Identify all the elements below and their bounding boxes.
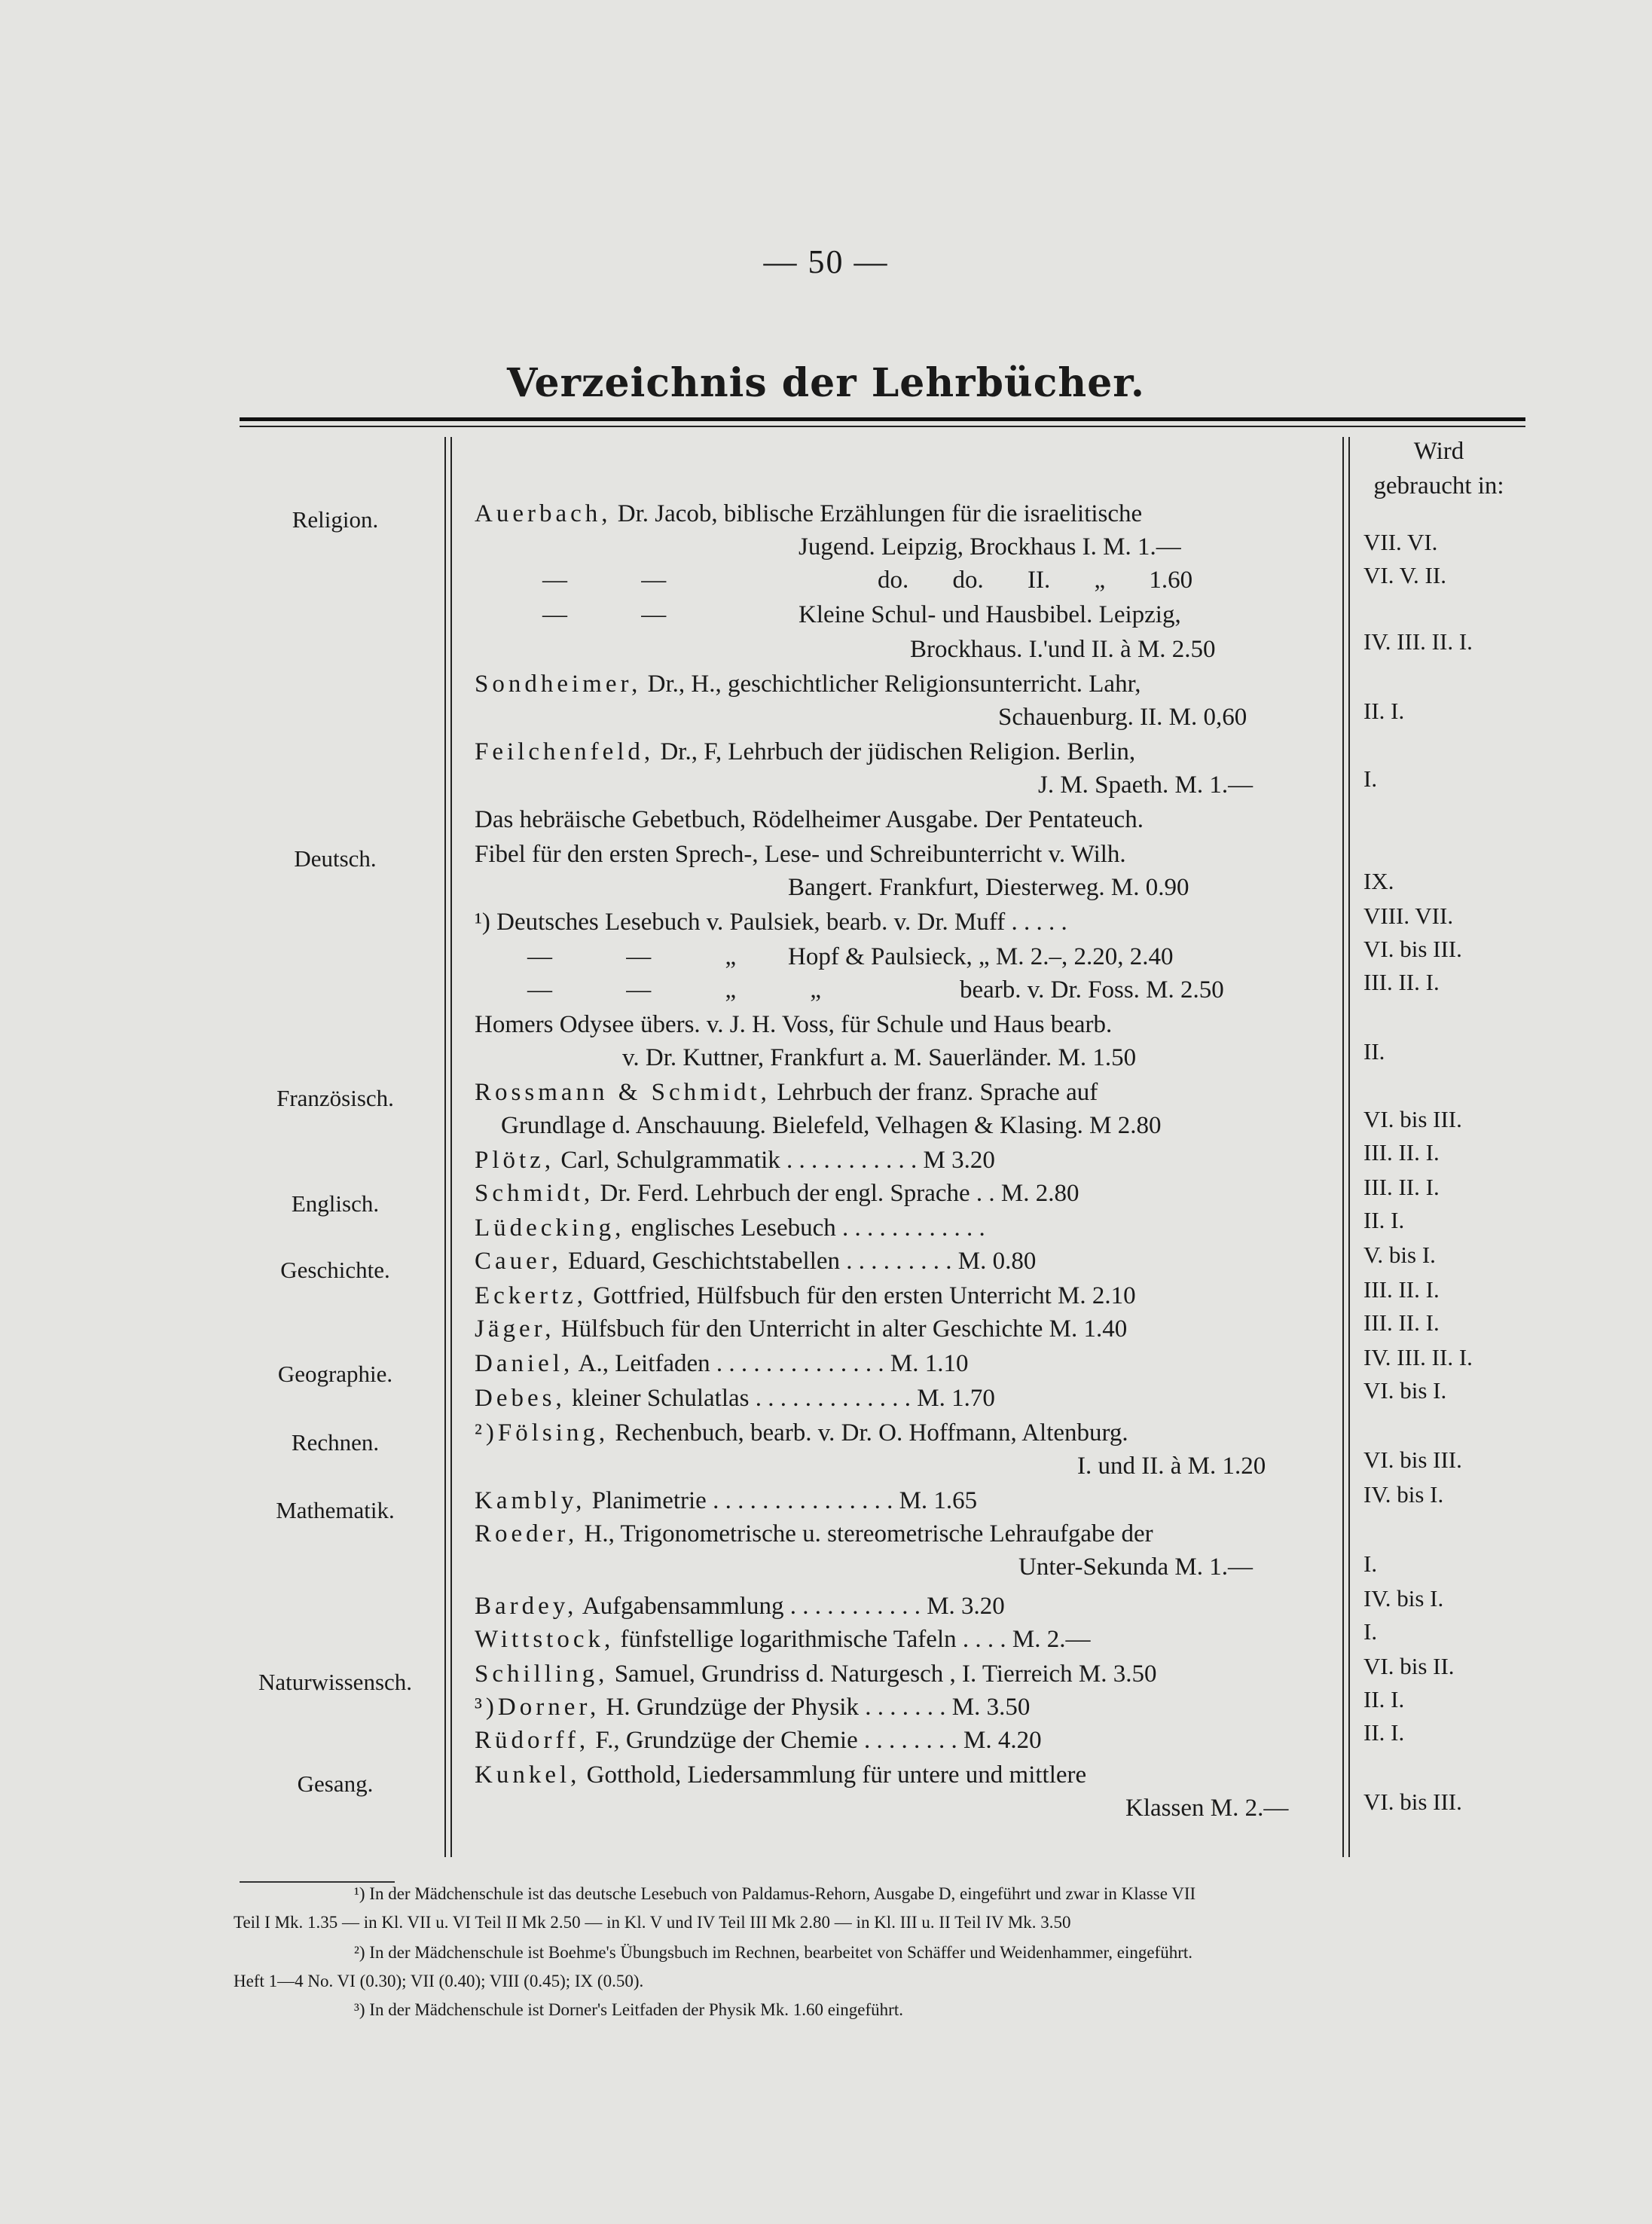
book-line-14: Hopf & Paulsieck, „ M. 2.–, 2.20, 2.40	[788, 943, 1174, 970]
column-divider-right-2	[1348, 437, 1350, 1857]
subject-naturwissensch: Naturwissensch.	[258, 1669, 413, 1695]
author: Cauer,	[475, 1248, 562, 1275]
book-line-25	[475, 1312, 1127, 1346]
class-cell: IX.	[1363, 868, 1394, 894]
book-line-38	[475, 1758, 1086, 1792]
class-cell: VI. bis I.	[1363, 1377, 1447, 1404]
book-line-17: v. Dr. Kuttner, Frankfurt a. M. Sauerländer. M. 1.50	[622, 1044, 1137, 1071]
author: Daniel,	[475, 1350, 574, 1377]
footnote-2: ²) In der Mädchenschule ist Boehme's Übungsbuch im Rechnen, bearbeitet von Schäffer und Weidenhammer, eingeführt.	[354, 1943, 1193, 1962]
column-header-line1: Wird	[1413, 438, 1464, 465]
book-line-27	[475, 1382, 995, 1415]
book-line-4: Kleine Schul- und Hausbibel. Leipzig,	[799, 601, 1181, 628]
book-line-33	[475, 1590, 1005, 1623]
footnote-3: ³) In der Mädchenschule ist Dorner's Leitfaden der Physik Mk. 1.60 eingeführt.	[354, 2000, 903, 2019]
author: Plötz,	[475, 1147, 555, 1174]
book-text: Dr., F, Lehrbuch der jüdischen Religion. Berlin,	[660, 738, 1136, 765]
class-cell: VI. bis III.	[1363, 1789, 1462, 1815]
book-line-31	[475, 1517, 1153, 1550]
author: Rossmann & Schmidt,	[475, 1079, 771, 1106]
book-line-15-dashes: — — „ „	[527, 976, 822, 1004]
book-text: Lehrbuch der franz. Sprache auf	[777, 1079, 1098, 1106]
book-line-39: Klassen M. 2.—	[1125, 1795, 1289, 1822]
class-cell: III. II. I.	[1363, 1139, 1440, 1165]
book-text: fünfstellige logarithmische Tafeln . . . . M. 2.—	[620, 1626, 1091, 1653]
author: Debes,	[475, 1385, 566, 1412]
book-line-6	[475, 668, 1141, 701]
book-line-19: Grundlage d. Anschauung. Bielefeld, Velhagen & Klasing. M 2.80	[501, 1112, 1162, 1139]
book-line-11: Fibel für den ersten Sprech-, Lese- und Schreibunterricht v. Wilh.	[475, 841, 1126, 868]
book-line-18	[475, 1076, 1098, 1109]
book-text: H., Trigonometrische u. stereometrische Lehraufgabe der	[584, 1520, 1153, 1547]
class-cell: II. I.	[1363, 1207, 1405, 1233]
author: Auerbach,	[475, 500, 612, 527]
book-text: F., Grundzüge der Chemie . . . . . . . . M. 4.20	[595, 1727, 1042, 1754]
class-cell: IV. III. II. I.	[1363, 628, 1473, 655]
book-text: Eduard, Geschichtstabellen . . . . . . . . . M. 0.80	[567, 1248, 1037, 1275]
class-cell: VI. bis II.	[1363, 1653, 1455, 1679]
author: ²)Fölsing,	[475, 1419, 609, 1447]
author: Jäger,	[475, 1315, 555, 1343]
book-text: H. Grundzüge der Physik . . . . . . . M. 3.50	[606, 1694, 1031, 1721]
class-cell: II.	[1363, 1038, 1385, 1065]
book-text: Gottfried, Hülfsbuch für den ersten Unterricht M. 2.10	[593, 1282, 1136, 1309]
subject-geographie: Geographie.	[277, 1361, 393, 1387]
book-line-14-dashes: — — „	[527, 943, 737, 970]
book-line-36	[475, 1691, 1030, 1724]
class-cell: I.	[1363, 1550, 1378, 1577]
book-text: kleiner Schulatlas . . . . . . . . . . . . . M. 1.70	[571, 1385, 995, 1412]
book-line-23	[475, 1245, 1036, 1278]
column-divider-left-2	[450, 437, 452, 1857]
author: Rüdorff,	[475, 1727, 590, 1754]
class-cell: IV. bis I.	[1363, 1585, 1444, 1611]
subject-deutsch: Deutsch.	[294, 845, 377, 872]
author: Sondheimer,	[475, 671, 642, 698]
class-cell: I.	[1363, 765, 1378, 792]
author: Bardey,	[475, 1593, 578, 1620]
page-title: Verzeichnis der Lehrbücher.	[506, 360, 1146, 406]
class-cell: VI. bis III.	[1363, 936, 1462, 962]
class-cell: VI. bis III.	[1363, 1447, 1462, 1473]
book-line-37	[475, 1724, 1042, 1757]
book-text: Hülfsbuch für den Unterricht in alter Geschichte M. 1.40	[560, 1315, 1128, 1343]
class-cell: II. I.	[1363, 1686, 1405, 1712]
book-line-12: Bangert. Frankfurt, Diesterweg. M. 0.90	[788, 874, 1189, 901]
subject-religion: Religion.	[292, 506, 379, 533]
class-cell: IV. bis I.	[1363, 1481, 1444, 1508]
class-cell: III. II. I.	[1363, 1174, 1440, 1200]
subject-mathematik: Mathematik.	[276, 1497, 395, 1523]
book-text: englisches Lesebuch . . . . . . . . . . . .	[631, 1214, 985, 1242]
header-rule	[240, 417, 1525, 421]
book-line-4-dashes: — —	[542, 601, 667, 628]
class-cell: IV. III. II. I.	[1363, 1344, 1473, 1370]
book-line-30	[475, 1484, 977, 1517]
class-cell: III. II. I.	[1363, 1276, 1440, 1303]
header-rule-thin	[240, 426, 1525, 427]
class-cell: III. II. I.	[1363, 1309, 1440, 1336]
subject-gesang: Gesang.	[297, 1770, 374, 1797]
book-line-29: I. und II. à M. 1.20	[1077, 1453, 1266, 1480]
author: Kunkel,	[475, 1761, 581, 1789]
class-cell: V. bis I.	[1363, 1242, 1436, 1268]
book-line-16: Homers Odysee übers. v. J. H. Voss, für Schule und Haus bearb.	[475, 1011, 1113, 1038]
book-line-32: Unter-Sekunda M. 1.—	[1018, 1553, 1253, 1581]
author: Eckertz,	[475, 1282, 588, 1309]
author: Schilling,	[475, 1660, 609, 1688]
author: Lüdecking,	[475, 1214, 625, 1242]
book-line-8	[475, 735, 1135, 768]
book-line-22	[475, 1211, 985, 1245]
book-line-15: bearb. v. Dr. Foss. M. 2.50	[960, 976, 1224, 1004]
column-header	[1356, 434, 1522, 503]
column-divider-left-1	[444, 437, 446, 1857]
subject-geschichte: Geschichte.	[280, 1257, 390, 1283]
book-line-13: ¹) Deutsches Lesebuch v. Paulsiek, bearb. v. Dr. Muff . . . . .	[475, 909, 1067, 936]
book-text: Aufgabensammlung . . . . . . . . . . . M. 3.20	[582, 1593, 1005, 1620]
book-text: Rechenbuch, bearb. v. Dr. O. Hoffmann, Altenburg.	[615, 1419, 1128, 1447]
class-cell: II. I.	[1363, 1719, 1405, 1746]
class-cell: III. II. I.	[1363, 969, 1440, 995]
book-text: Carl, Schulgrammatik . . . . . . . . . . . M 3.20	[560, 1147, 995, 1174]
class-cell: I.	[1363, 1618, 1378, 1645]
book-line-10: Das hebräische Gebetbuch, Rödelheimer Ausgabe. Der Pentateuch.	[475, 806, 1144, 833]
book-text: Dr., H., geschichtlicher Religionsunterricht. Lahr,	[647, 671, 1141, 698]
footnote-1-cont: Teil I Mk. 1.35 — in Kl. VII u. VI Teil II Mk 2.50 — in Kl. V und IV Teil III Mk 2.80 — in Kl. III u. II Teil IV Mk. 3.50	[234, 1913, 1071, 1932]
author: Feilchenfeld,	[475, 738, 655, 765]
class-cell: VI. V. II.	[1363, 562, 1446, 588]
book-line-5: Brockhaus. I.'und II. à M. 2.50	[910, 636, 1216, 663]
subject-rechnen: Rechnen.	[291, 1429, 380, 1456]
book-line-7: Schauenburg. II. M. 0,60	[998, 704, 1247, 731]
subject-franzoesisch: Französisch.	[276, 1085, 394, 1111]
author: Schmidt,	[475, 1180, 594, 1207]
book-line-28	[475, 1416, 1128, 1450]
book-text: Dr. Ferd. Lehrbuch der engl. Sprache . . M. 2.80	[600, 1180, 1079, 1207]
book-line-21	[475, 1177, 1079, 1210]
subject-englisch: Englisch.	[291, 1190, 380, 1217]
book-line-3: do. do. II. „ 1.60	[878, 567, 1193, 594]
footnote-2-cont: Heft 1—4 No. VI (0.30); VII (0.40); VIII (0.45); IX (0.50).	[234, 1972, 644, 1990]
column-header-line2: gebraucht in:	[1373, 472, 1504, 499]
author: Kambly,	[475, 1487, 586, 1514]
page-number: — 50 —	[763, 243, 889, 280]
author: Wittstock,	[475, 1626, 615, 1653]
book-line-9: J. M. Spaeth. M. 1.—	[1038, 771, 1254, 799]
class-cell: II. I.	[1363, 698, 1405, 724]
book-text: Dr. Jacob, biblische Erzählungen für die israelitische	[617, 500, 1143, 527]
author: Roeder,	[475, 1520, 579, 1547]
book-line-20	[475, 1144, 995, 1177]
column-divider-right-1	[1342, 437, 1344, 1857]
book-line-24	[475, 1279, 1136, 1312]
book-text: Gotthold, Liedersammlung für untere und mittlere	[586, 1761, 1087, 1789]
book-line-35	[475, 1657, 1157, 1691]
book-text: Samuel, Grundriss d. Naturgesch , I. Tierreich M. 3.50	[614, 1660, 1157, 1688]
book-line-2: Jugend. Leipzig, Brockhaus I. M. 1.—	[799, 533, 1181, 561]
book-line-1	[475, 497, 1142, 530]
class-cell: VIII. VII.	[1363, 903, 1454, 929]
book-line-34	[475, 1623, 1090, 1656]
author: ³)Dorner,	[475, 1694, 600, 1721]
class-cell: VII. VI.	[1363, 529, 1438, 555]
book-text: Planimetrie . . . . . . . . . . . . . . . M. 1.65	[591, 1487, 978, 1514]
book-text: A., Leitfaden . . . . . . . . . . . . . . M. 1.10	[578, 1350, 969, 1377]
book-line-3-dashes: — —	[542, 567, 667, 594]
footnote-1: ¹) In der Mädchenschule ist das deutsche Lesebuch von Paldamus-Rehorn, Ausgabe D, eingeführt und zwar in Klasse VII	[354, 1884, 1196, 1903]
class-cell: VI. bis III.	[1363, 1106, 1462, 1132]
book-line-26	[475, 1347, 969, 1380]
